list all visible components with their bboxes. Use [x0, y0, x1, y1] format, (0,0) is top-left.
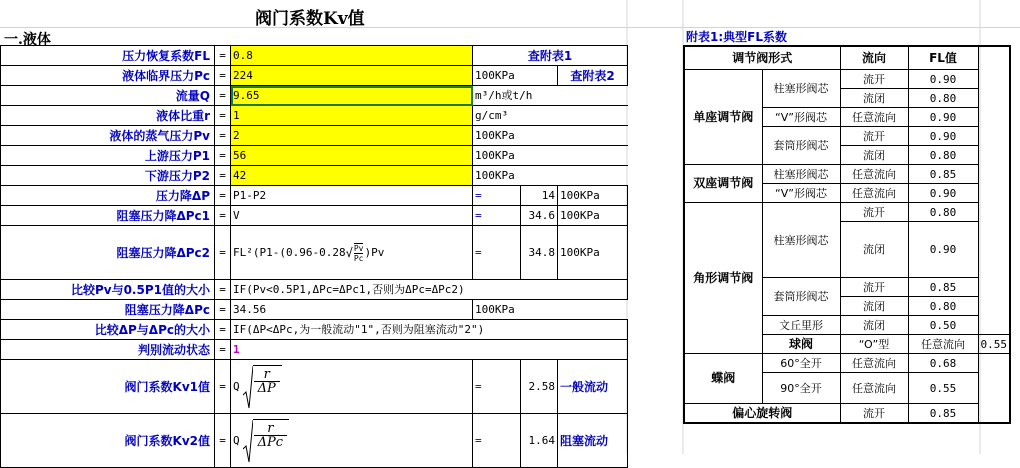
pc-unit: 100KPa: [473, 66, 558, 86]
table-row: [1, 186, 628, 206]
pv-input[interactable]: 2: [231, 126, 473, 146]
fraction-numerator: Pv: [353, 243, 364, 253]
equals-sign: =: [215, 300, 231, 320]
table-row: [1, 166, 628, 186]
see-appendix-1-link[interactable]: 查附表1: [473, 46, 628, 66]
flow-cell: 流开: [840, 404, 908, 424]
equals-sign: =: [215, 414, 231, 468]
fl-cell: 0.80: [908, 89, 978, 108]
p2-input[interactable]: 42: [231, 166, 473, 186]
dpc1-result: 34.6: [521, 206, 558, 226]
flow-cell: 流开: [840, 70, 908, 89]
dpc-unit: 100KPa: [473, 300, 628, 320]
table-row: [1, 360, 628, 414]
dpc-label: 阻塞压力降ΔPc: [1, 300, 215, 320]
subtype-o-type: “O”型: [840, 335, 908, 354]
subtype-vport: “V”形阀芯: [762, 184, 840, 203]
kv1-result: 2.58: [521, 360, 558, 414]
r-unit: g/cm³: [473, 106, 628, 126]
kv2-flow-kind: 阻塞流动: [558, 414, 628, 468]
kv2-q: Q: [233, 434, 240, 447]
fl-cell: 0.85: [908, 278, 978, 297]
flow-cell: 流闭: [840, 316, 908, 335]
q-label: 流量Q: [1, 86, 215, 106]
page-title: 阀门系数Kv值: [255, 9, 365, 29]
group-angle: 角形调节阀: [684, 203, 762, 354]
dp-unit: 100KPa: [558, 186, 628, 206]
kv2-label: 阀门系数Kv2值: [1, 414, 215, 468]
fl-cell: 0.85: [908, 165, 978, 184]
subtype-vport: “V”形阀芯: [762, 108, 840, 127]
equals-sign: =: [215, 206, 231, 226]
table-row: [684, 404, 1010, 424]
p2-unit: 100KPa: [473, 166, 628, 186]
flow-cell: 任意流向: [840, 184, 908, 203]
fl-cell: 0.90: [908, 184, 978, 203]
pc-label: 液体临界压力Pc: [1, 66, 215, 86]
sqrt-icon: √: [345, 245, 353, 260]
dpc2-label: 阻塞压力降ΔPc2: [1, 226, 215, 280]
equals-sign: =: [215, 126, 231, 146]
fraction-numerator: r: [267, 420, 274, 436]
table-row: [1, 226, 628, 280]
r-label: 液体比重r: [1, 106, 215, 126]
fl-cell: 0.85: [908, 404, 978, 424]
subtype-cage: 套筒形阀芯: [762, 278, 840, 316]
subtype-venturi: 文丘里形: [762, 316, 840, 335]
p1-label: 上游压力P1: [1, 146, 215, 166]
fraction-numerator: r: [263, 366, 270, 382]
liquid-calc-table: [0, 45, 628, 468]
header-flow-direction: 流向: [840, 46, 908, 70]
fl-cell: 0.55: [908, 373, 978, 404]
table-row: [684, 165, 1010, 184]
fl-cell: 0.50: [908, 316, 978, 335]
kv1-flow-kind: 一般流动: [558, 360, 628, 414]
sqrt-icon: [243, 419, 289, 463]
dpc1-unit: 100KPa: [558, 206, 628, 226]
fraction-denominator: ΔP: [254, 381, 280, 395]
equals-sign: =: [215, 226, 231, 280]
equals-sign: =: [473, 226, 521, 280]
state-label: 判别流动状态: [1, 340, 215, 360]
flow-cell: 任意流向: [840, 354, 908, 373]
fraction-denominator: ΔPc: [254, 435, 287, 449]
q-input[interactable]: 9.65: [231, 86, 473, 106]
fl-cell: 0.90: [908, 127, 978, 146]
group-single-seat: 单座调节阀: [684, 70, 762, 165]
equals-sign: =: [473, 206, 521, 226]
fl-cell: 0.80: [908, 146, 978, 165]
equals-sign: =: [215, 46, 231, 66]
kv2-result: 1.64: [521, 414, 558, 468]
equals-sign: =: [215, 280, 231, 300]
table-row: [1, 106, 628, 126]
dpc2-result: 34.8: [521, 226, 558, 280]
table-row: [1, 126, 628, 146]
equals-sign: =: [473, 414, 521, 468]
kv1-label: 阀门系数Kv1值: [1, 360, 215, 414]
table-row: [1, 206, 628, 226]
table-row: [684, 203, 1010, 222]
flow-cell: 流闭: [840, 222, 908, 278]
equals-sign: =: [215, 86, 231, 106]
dp-label: 压力降ΔP: [1, 186, 215, 206]
dp-result: 14: [521, 186, 558, 206]
flow-cell: 流闭: [840, 89, 908, 108]
pv-label: 液体的蒸气压力Pv: [1, 126, 215, 146]
cmp2-label: 比较ΔP与ΔPc的大小: [1, 320, 215, 340]
flow-cell: 流闭: [840, 146, 908, 165]
dpc2-formula-a: FL²(P1-(0.96-0.28: [233, 246, 346, 259]
fl-input[interactable]: 0.8: [231, 46, 473, 66]
pv-pc-fraction: [354, 243, 364, 263]
flow-cell: 流闭: [840, 297, 908, 316]
subtype-plunger: 柱塞形阀芯: [762, 165, 840, 184]
table-row: [684, 354, 1010, 373]
q-unit: m³/h或t/h: [473, 86, 628, 106]
subtype-90-open: 90°全开: [762, 373, 840, 404]
table-row: [1, 300, 628, 320]
table-row: [1, 86, 628, 106]
fl-cell: 0.90: [908, 70, 978, 89]
subtype-plunger: 柱塞形阀芯: [762, 203, 840, 278]
equals-sign: =: [215, 360, 231, 414]
pv-unit: 100KPa: [473, 126, 628, 146]
fl-coefficient-table: [683, 45, 1011, 424]
table-row: [1, 280, 628, 300]
sqrt-icon: [243, 365, 282, 409]
flow-cell: 任意流向: [908, 335, 978, 354]
table-row: [684, 70, 1010, 89]
equals-sign: =: [215, 106, 231, 126]
dpc2-unit: 100KPa: [558, 226, 628, 280]
dpc1-label: 阻塞压力降ΔPc1: [1, 206, 215, 226]
kv2-formula: [231, 414, 473, 468]
group-eccentric: 偏心旋转阀: [684, 404, 840, 424]
flow-cell: 任意流向: [840, 108, 908, 127]
flow-cell: 任意流向: [840, 165, 908, 184]
fl-cell: 0.90: [908, 108, 978, 127]
equals-sign: =: [215, 186, 231, 206]
cmp1-label: 比较Pv与0.5P1值的大小: [1, 280, 215, 300]
dpc-value: 34.56: [231, 300, 473, 320]
equals-sign: =: [215, 166, 231, 186]
r-input[interactable]: 1: [231, 106, 473, 126]
fl-cell: 0.55: [978, 335, 1010, 354]
kv1-formula: [231, 360, 473, 414]
fraction-denominator: Pc: [353, 253, 364, 263]
flow-cell: 流开: [840, 278, 908, 297]
group-ball: 球阀: [762, 335, 840, 354]
table-row: [1, 66, 628, 86]
dpc2-formula: [231, 226, 473, 280]
cmp1-formula: IF(Pv<0.5P1,ΔPc=ΔPc1,否则为ΔPc=ΔPc2): [231, 280, 628, 300]
flow-cell: 流开: [840, 203, 908, 222]
fl-cell: 0.80: [908, 203, 978, 222]
dp-formula: P1-P2: [231, 186, 473, 206]
pc-input[interactable]: 224: [231, 66, 473, 86]
see-appendix-2-link[interactable]: 查附表2: [558, 66, 628, 86]
section-title: 一.液体: [4, 32, 51, 48]
table-row: [684, 46, 1010, 70]
equals-sign: =: [215, 340, 231, 360]
equals-sign: =: [473, 360, 521, 414]
subtype-plunger: 柱塞形阀芯: [762, 70, 840, 108]
group-double-seat: 双座调节阀: [684, 165, 762, 203]
subtype-60-open: 60°全开: [762, 354, 840, 373]
table-row: [1, 414, 628, 468]
fl-cell: 0.68: [908, 354, 978, 373]
equals-sign: =: [215, 320, 231, 340]
p1-unit: 100KPa: [473, 146, 628, 166]
fl-cell: 0.80: [908, 297, 978, 316]
group-butterfly: 蝶阀: [684, 354, 762, 404]
appendix-1-title: 附表1:典型FL系数: [686, 30, 787, 44]
table-row: [1, 146, 628, 166]
equals-sign: =: [215, 66, 231, 86]
table-row: [1, 46, 628, 66]
header-valve-type: 调节阀形式: [684, 46, 840, 70]
fl-label: 压力恢复系数FL: [1, 46, 215, 66]
subtype-cage: 套筒形阀芯: [762, 127, 840, 165]
p2-label: 下游压力P2: [1, 166, 215, 186]
table-row: [1, 340, 628, 360]
state-value: 1: [231, 340, 628, 360]
kv1-q: Q: [233, 380, 240, 393]
flow-cell: 任意流向: [840, 373, 908, 404]
header-fl-value: FL值: [908, 46, 978, 70]
dpc2-formula-b: )Pv: [364, 246, 385, 259]
equals-sign: =: [473, 186, 521, 206]
cmp2-formula: IF(ΔP<ΔPc,为一般流动"1",否则为阻塞流动"2"): [231, 320, 628, 340]
equals-sign: =: [215, 146, 231, 166]
flow-cell: 流开: [840, 127, 908, 146]
fl-cell: 0.90: [908, 222, 978, 278]
p1-input[interactable]: 56: [231, 146, 473, 166]
table-row: [1, 320, 628, 340]
dpc1-formula: V: [231, 206, 473, 226]
